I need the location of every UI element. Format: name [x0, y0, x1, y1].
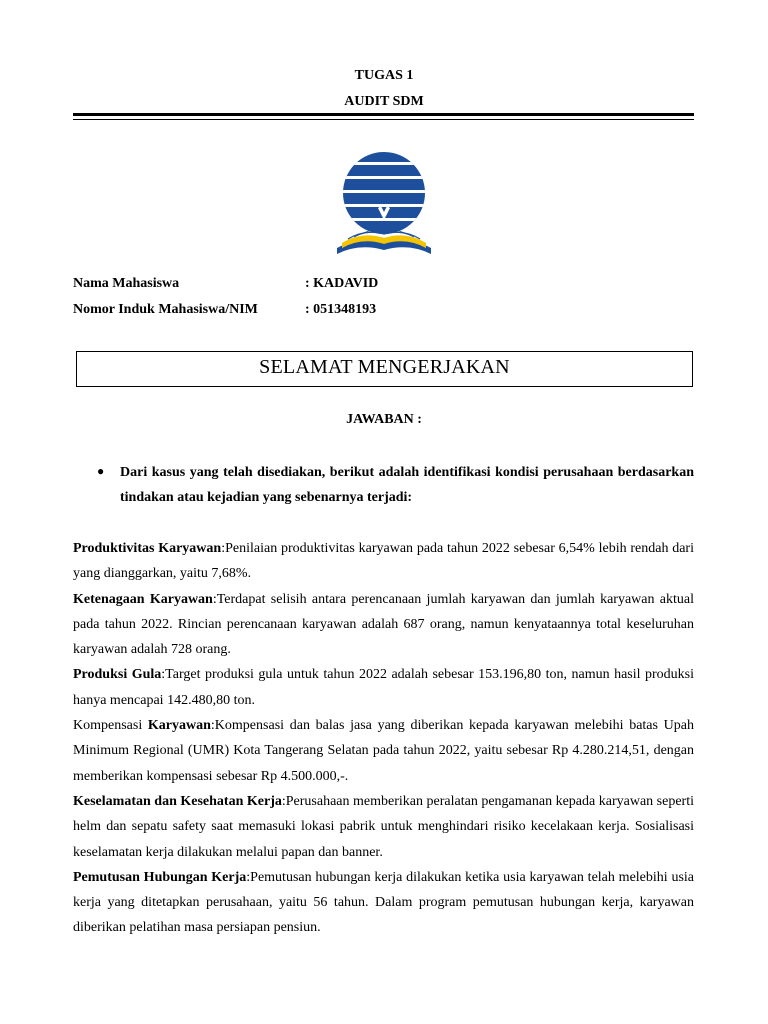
item-title: Pemutusan Hubungan Kerja: [73, 869, 247, 885]
answer-heading: JAWABAN :: [346, 412, 422, 427]
item-title: Produktivitas Karyawan: [73, 541, 222, 556]
subject-title: AUDIT SDM: [344, 94, 424, 109]
list-item: [73, 865, 694, 941]
item-prefix: Kompensasi: [73, 718, 148, 734]
student-name-row: [73, 276, 378, 292]
banner-title: SELAMAT MENGERJAKAN: [259, 356, 510, 378]
answer-body: [73, 536, 694, 941]
item-text: :Terdapat selisih antara perencanaan jumlah karyawan dan jumlah karyawan aktual pada tahun 2022. Rincian perencanaan karyawan adalah 687 orang, namun kenyataannya total keseluruhan karyawan adalah 728 orang.: [73, 591, 694, 658]
item-title: Produksi Gula: [73, 667, 162, 683]
student-nim-label: Nomor Induk Mahasiswa/NIM: [73, 302, 258, 317]
item-title: Ketenagaan Karyawan: [73, 591, 213, 607]
header-rule-thin: [73, 119, 694, 120]
bullet-intro: Dari kasus yang telah disediakan, berikut adalah identifikasi kondisi perusahaan berdasarkan tindakan atau kejadian yang sebenarnya terjadi:: [120, 465, 694, 505]
item-text: :Pemutusan hubungan kerja dilakukan ketika usia karyawan telah melebihi usia kerja yang ditetapkan perusahaan, yaitu 56 tahun. Dalam program pemutusan hubungan kerja, karyawan diberikan pelatihan masa persiapan pensiun.: [73, 869, 695, 936]
student-name-value: : KADAVID: [305, 276, 379, 291]
item-text: :Target produksi gula untuk tahun 2022 adalah sebesar 153.196,80 ton, namun hasil produksi hanya mencapai 142.480,80 ton.: [73, 667, 695, 708]
banner-box: [76, 351, 693, 387]
list-item: [73, 713, 694, 789]
item-title: Karyawan: [147, 718, 211, 734]
item-text: :Perusahaan memberikan peralatan pengamanan kepada karyawan seperti helm dan sepatu safety saat memasuki lokasi pabrik untuk menghindari risiko kecelakaan kerja. Sosialisasi keselamatan kerja dilakukan melalui papan dan banner.: [73, 793, 694, 860]
student-nim-row: [73, 302, 376, 318]
item-text: :Penilaian produktivitas karyawan pada tahun 2022 sebesar 6,54% lebih rendah dari yang dianggarkan, yaitu 7,68%.: [73, 541, 694, 582]
bullet-marker: ●: [97, 464, 105, 478]
list-item: [73, 587, 694, 663]
assignment-title: TUGAS 1: [354, 68, 414, 83]
student-name-label: Nama Mahasiswa: [73, 276, 180, 291]
student-nim-value: : 051348193: [305, 302, 377, 317]
item-text: :Kompensasi dan balas jasa yang diberikan kepada karyawan melebihi batas Upah Minimum Regional (UMR) Kota Tangerang Selatan pada tahun 2022, yaitu sebesar Rp 4.280.214,51, dengan memberikan kompensasi sebesar Rp 4.500.000,-.: [73, 718, 694, 784]
header-rule-thick: [73, 113, 694, 116]
list-item: [73, 789, 694, 865]
university-logo-icon: [334, 150, 434, 264]
list-item: [73, 536, 694, 587]
item-title: Keselamatan dan Kesehatan Kerja: [73, 793, 282, 809]
list-item: [73, 662, 694, 713]
